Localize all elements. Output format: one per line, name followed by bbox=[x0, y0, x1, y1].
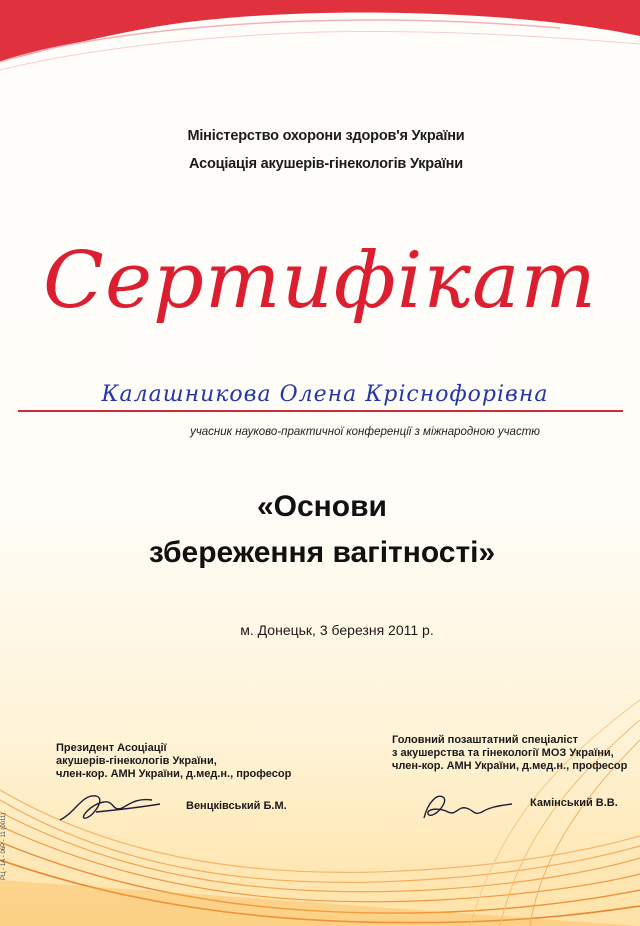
print-code: РЦ - 1А - 06Р - 11 (0011) bbox=[1, 812, 7, 880]
ministry-name: Міністерство охорони здоров'я України bbox=[187, 128, 465, 144]
right-signature bbox=[418, 784, 518, 828]
left-signatory-name: Венцківський Б.М. bbox=[186, 800, 287, 812]
top-red-band bbox=[0, 0, 640, 62]
certificate-title: Сертифікат bbox=[43, 236, 597, 326]
place-date: м. Донецьк, 3 березня 2011 р. bbox=[240, 622, 434, 638]
participant-text: учасник науково-практичної конференції з міжнародною участю bbox=[190, 426, 540, 438]
right-signatory-name: Камінський В.В. bbox=[530, 797, 618, 809]
left-role-line3: член-кор. АМН України, д.мед.н., професор bbox=[56, 768, 292, 780]
left-signature bbox=[56, 782, 166, 828]
right-role-line3: член-кор. АМН України, д.мед.н., професор bbox=[392, 760, 628, 772]
association-name: Асоціація акушерів-гінекологів України bbox=[189, 156, 463, 172]
event-title-line1: «Основи bbox=[256, 490, 388, 523]
left-role-line2: акушерів-гінекологів України, bbox=[56, 755, 217, 767]
recipient-name: Калашникова Олена Кріснофорівна bbox=[101, 382, 549, 407]
right-role-line1: Головний позаштатний спеціаліст bbox=[392, 734, 578, 746]
event-title-line2: збереження вагітності» bbox=[148, 536, 496, 569]
right-signatory-role bbox=[392, 734, 637, 773]
left-role-line1: Президент Асоціації bbox=[56, 742, 167, 754]
name-underline bbox=[18, 410, 623, 412]
right-role-line2: з акушерства та гінекології МОЗ України, bbox=[392, 747, 614, 759]
left-signatory-role bbox=[56, 742, 316, 781]
